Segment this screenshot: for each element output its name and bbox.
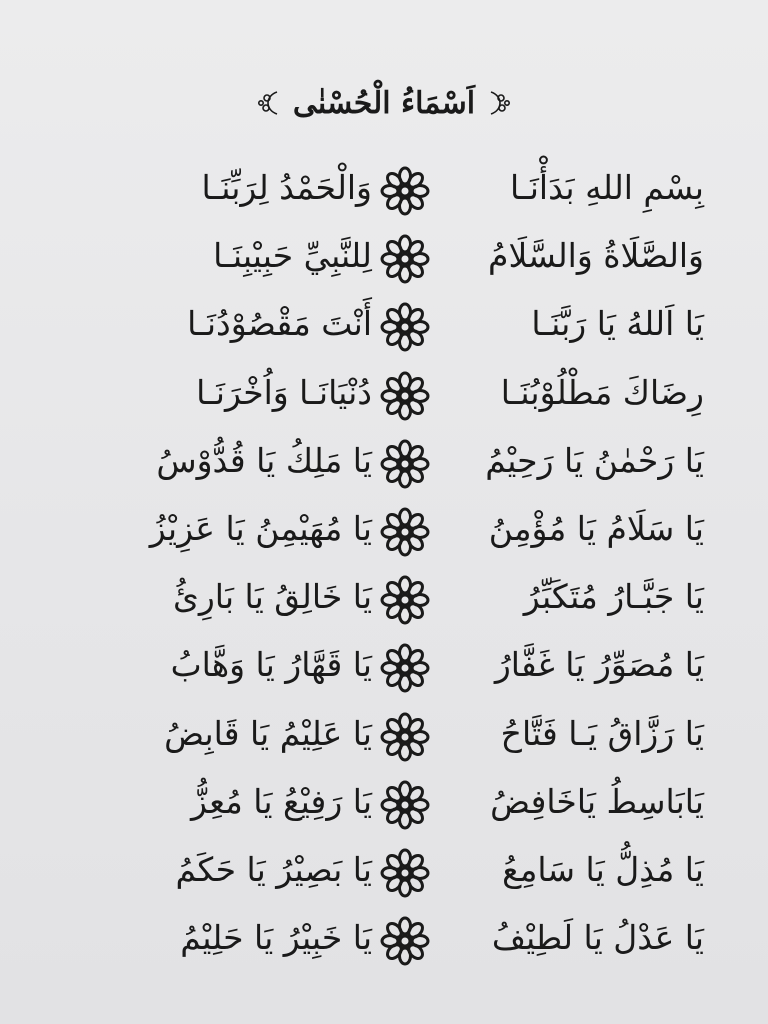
vine-ornament-icon <box>255 88 283 118</box>
verse-row <box>0 637 768 705</box>
verse-row <box>0 296 768 364</box>
page-title: اَسْمَاءُ الْحُسْنٰى <box>292 85 476 121</box>
verse-right: رِضَاكَ مَطْلُوْبُنَـا <box>500 372 704 412</box>
flower-ornament-icon <box>380 916 430 966</box>
verse-left: يَا قَهَّارُ يَا وَهَّابُ <box>170 645 372 685</box>
verse-row <box>0 433 768 501</box>
verse-row <box>0 160 768 228</box>
verse-row <box>0 365 768 433</box>
verse-left: يَا رَفِيْعُ يَا مُعِزُّ <box>191 781 372 821</box>
verse-right: يَا مُصَوِّرُ يَا غَفَّارُ <box>494 645 704 685</box>
verse-right: يَا اَللهُ يَا رَبَّنَـا <box>531 304 704 344</box>
verse-left: يَا خَالِقُ يَا بَارِئُ <box>173 577 372 617</box>
flower-ornament-icon <box>380 371 430 421</box>
flower-ornament-icon <box>380 643 430 693</box>
verse-right: يَا مُذِلُّ يَا سَامِعُ <box>502 849 704 889</box>
verse-left: يَا بَصِيْرُ يَا حَكَمُ <box>175 849 372 889</box>
verse-right: يَا رَحْمٰنُ يَا رَحِيْمُ <box>485 440 704 480</box>
verse-left: يَا عَلِيْمُ يَا قَابِضُ <box>164 713 372 753</box>
verse-row <box>0 706 768 774</box>
flower-ornament-icon <box>380 848 430 898</box>
verse-left: يَا خَبِيْرُ يَا حَلِيْمُ <box>180 918 372 958</box>
flower-ornament-icon <box>380 166 430 216</box>
verse-right: يَا جَبَّـارُ مُتَكَبِّرُ <box>523 577 704 617</box>
verse-list <box>0 160 768 978</box>
flower-ornament-icon <box>380 439 430 489</box>
verse-right: يَا عَدْلُ يَا لَطِيْفُ <box>491 918 704 958</box>
flower-ornament-icon <box>380 780 430 830</box>
verse-row <box>0 910 768 978</box>
verse-row <box>0 774 768 842</box>
verse-right: بِسْمِ اللهِ بَدَأْنَـا <box>510 168 704 207</box>
verse-row <box>0 569 768 637</box>
vine-ornament-icon <box>485 88 513 118</box>
title-row <box>0 78 768 128</box>
verse-left: أَنْتَ مَقْصُوْدُنَـا <box>187 304 372 344</box>
verse-row <box>0 501 768 569</box>
flower-ornament-icon <box>380 234 430 284</box>
verse-row <box>0 228 768 296</box>
verse-right: يَا رَزَّاقُ يَـا فَتَّاحُ <box>500 713 704 753</box>
verse-right: يَابَاسِطُ يَاخَافِضُ <box>490 781 704 821</box>
flower-ornament-icon <box>380 712 430 762</box>
verse-left: دُنْيَانَـا وَاُخْرَنَـا <box>196 372 372 412</box>
verse-right: يَا سَلَامُ يَا مُؤْمِنُ <box>488 508 704 548</box>
verse-row <box>0 842 768 910</box>
flower-ornament-icon <box>380 507 430 557</box>
verse-right: وَالصَّلَاةُ وَالسَّلَامُ <box>488 236 704 276</box>
flower-ornament-icon <box>380 302 430 352</box>
verse-left: وَالْحَمْدُ لِرَبِّنَـا <box>201 168 372 207</box>
flower-ornament-icon <box>380 575 430 625</box>
verse-left: يَا مَلِكُ يَا قُدُّوْسُ <box>156 440 372 480</box>
verse-left: يَا مُهَيْمِنُ يَا عَزِيْزُ <box>149 508 372 548</box>
verse-left: لِلنَّبِيِّ حَبِيْبِنَـا <box>213 236 372 276</box>
